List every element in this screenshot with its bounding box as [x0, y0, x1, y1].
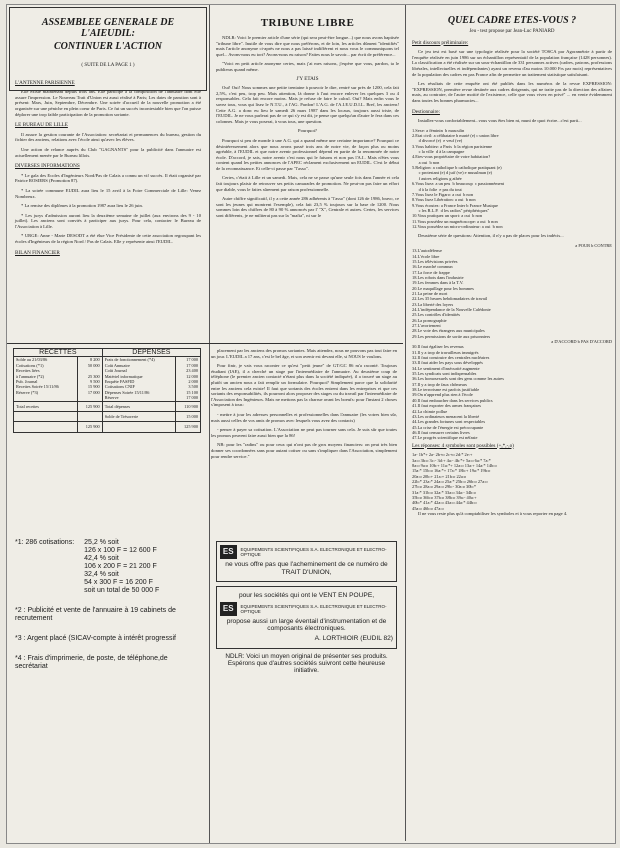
tribune-intro [216, 35, 399, 73]
section-heading: BILAN FINANCIER [15, 249, 60, 256]
section-heading: LE BUREAU DE LILLE [15, 122, 68, 129]
question-item: 45.La crise de l'énergie est préoccupante [412, 424, 484, 430]
question-item: 47.Le progrès scientifique est néfaste [412, 435, 478, 441]
tribune-body [216, 85, 399, 218]
cotisation-line: 106 x 200 F = 21 200 F [84, 563, 157, 570]
question-item: 15.Les télévisions privées [412, 258, 458, 264]
question-item: 35.Les syndicats sont indispensables [412, 371, 477, 377]
answer-line: 22b:* 23a:* 24a:o 25a:* 25b:o 26b:o 27a:o [412, 478, 488, 484]
question-item: 3.Vous habitez: a Paris b la région parisienne [412, 143, 493, 149]
question-item: 24.L'indépendance de la Nouvelle Calédonie [412, 306, 491, 312]
ndlr-note: NDLR: Voici un moyen original de présenter ses produits. Espérons que d'autres sociétés suivront cette heureuse initiative. [225, 652, 388, 675]
paragraph: NDLR: Voici le premier article d'une série (qui sera peut-être longue...) que nous avons baptisée "tribune libre". Inutile de vous dire que nous préférons, et de loin, les articles dûment "identifiés" mais l'article anonyme ci-après ne nous a pas laissé indifférent et nous vous le communiquons tel quel... Avons-nous eu tort? Avons-nous eu raison? Faites nous le savoir... par écrit de préférence... [216, 35, 399, 57]
question-item: c les R.L.P. d les radios" périphériques" [412, 207, 490, 213]
depenses-header: DEPENSES [102, 349, 200, 357]
newsletter-page [6, 4, 616, 844]
jyetais-heading: J'Y ETAIS [296, 75, 319, 82]
question-item: 16.Le marché commun [412, 264, 453, 270]
depense-value: 17 000 [175, 363, 200, 368]
paragraph: Pour finir, je vais vous raconter ce qu'est "petit jeune" de GT/GC 86 m'a raconté. Toujours étudiant (IAE), il a cherché un stage par l'intermédiaire de l'annuaire. Au deuxième coup de téléphone (le premier ancien contacté n'étant plus dans la société indiquée), il a trouvé un stage au plutôt un ancien nous a fait remplir un formulaire. Pourquoi? Simplement parce que la solidarité entre les anciens cela existe! Il faut que sortants des écoles entrent dans les entreprises et que ces sortants des responsabilités, ils pourront alors proposer des stages ou du travail par l'intermédiaire de l'Association des Ingénieurs. Mais ne mettons pas la charrue avant les boeufs: pour l'instant 2 choses s'imposent à tous: [211, 363, 397, 408]
question-item: 12.Vous possédez un micro-ordinateur: a oui b non [412, 223, 503, 229]
question-item: 36.Les homosexuels sont des gens comme les autres [412, 376, 504, 382]
question-item: 5.Religion: a catholique b catholique pratiquant (e) [412, 165, 502, 171]
question-item: 41.Il faut exporter des armes françaises [412, 403, 482, 409]
question-item: 28.Le vote des étrangers aux municipales [412, 328, 485, 334]
question-list-2 [412, 248, 612, 440]
total-label [14, 412, 78, 422]
recette-value: 9 500 [77, 379, 102, 384]
total-label [102, 422, 175, 432]
cotisation-line: 126 x 100 F = 12 600 F [84, 547, 157, 554]
column-quel-cadre [405, 5, 616, 841]
footnotes [15, 607, 199, 671]
assemblee-subtitle: CONTINUER L'ACTION [53, 41, 163, 52]
answers-footer: Il ne vous reste plus qu'à comptabiliser les symboles et à vous reporter en page 4. [418, 510, 568, 516]
answer-line: 1a- 1b*+ 2a- 2b+o 2c+o 2d:* 2e:+ [412, 452, 473, 458]
depense-label: Réserve [102, 395, 175, 401]
prelim-heading: Petit discours préliminaire: [412, 39, 469, 46]
suite-note: ( SUITE DE LA PAGE 1 ) [81, 63, 135, 68]
paragraph: NB: pour les "radins" ou pour ceux qui n'ont pas de gros moyens financiers: on peut très bien donner ses coordonnées sans pour autant cotiser ou sans s'impliquer dans l'Association, simplement pour rendre service." [211, 442, 397, 459]
question-item: 22.Les 35 heures hebdomadaires de travail [412, 296, 488, 302]
answer-line: 15a:* 15b:o 16a:*+ 17a:* 18b:+ 19a:* 19b:o [412, 468, 491, 474]
question-item: 29.Les permissions de sortie aux prisonniers [412, 333, 491, 339]
advert-2 [216, 586, 397, 648]
ad2-text: propose aussi un large éventail d'instrumentation et de composants électroniques. [226, 617, 387, 633]
question-item: 42.La chimie pollue [412, 408, 448, 414]
total-value: 15 000 [175, 412, 200, 422]
question-item: 34.Le sentiment d'insécurité augmente [412, 365, 480, 371]
depense-label: Enquête FASFID [102, 379, 175, 384]
depense-value: 2 000 [175, 379, 200, 384]
series2-header: a POUR b CONTRE [575, 242, 612, 248]
paragraph: Il assure la gestion courante de l'Association: secrétariat et permanences du bureau, gestion du fichier des anciens, relations avec l'école ainsi qu'avec les élèves. [15, 131, 201, 143]
bilan-rows [14, 357, 201, 432]
depense-value: 17 000 [175, 357, 200, 363]
bilan-total-row [14, 422, 201, 432]
tribune-ads [209, 533, 403, 844]
cotisations-label: *1: 286 cotisations: [15, 539, 75, 546]
answer-line: 20a:o 20b:+ 21a:+ 21b:o 22a:o [412, 473, 467, 479]
tribune-continued [211, 348, 397, 463]
question-item: 38.Le terrorisme est parfois justifiable [412, 387, 480, 393]
paragraph: Certes, c'était à Lille et un samedi. Mais, cela ne se passe qu'une seule fois dans l'année et cela fait toujours plaisir de retrouver ses petits camarades de promotion. Ne peut-on pas faire un effort que diable, vous le faites sûrement par raison professionnelle. [216, 175, 399, 192]
ad2-line1: pour les sociétés qui ont le VENT EN POUPE, [238, 592, 375, 600]
question-item: 32.Il faut construire des centrales nucléaires [412, 355, 490, 361]
question-item: 26.La pornographie [412, 317, 447, 323]
recette-value: 50 000 [77, 363, 102, 368]
prelim-paras [412, 49, 612, 103]
footnote: *3 : Argent placé (SICAV-compte à intérêt progressif [15, 635, 176, 642]
depense-label: Coût Annuaire [102, 363, 175, 368]
answer-line: 35b:o 36b:o 37b:o 38b:o 39a:- 40a:+ [412, 494, 477, 500]
question-item: 25.Les contrôles d'identités [412, 312, 460, 318]
question-item: 17.La force de frappe [412, 269, 450, 275]
paragraph: * La remise des diplômes à la promotion 1987 aura lieu le 26 juin. [21, 203, 143, 209]
paragraph: - penser à payer sa cotisation. L'Association ne peut pas tourner sans cela. Je suis sûr que toutes les promos peuvent faire aussi bien que la 86! [211, 427, 397, 438]
recettes-header: RECETTES [14, 349, 103, 357]
paragraph: * La soirée commune EUDIL aura lieu le 15 avril à la Foire Commerciale de Lille: Venez Nombreux. [15, 187, 201, 199]
question-item: 11.Vous possédez un magnétoscope: a oui b non [412, 218, 498, 224]
assemblee-title: ASSEMBLEE GENERALE DE L'AIEUDIL: [41, 17, 175, 39]
answer-line: 45a:o 46b:o 47a:o [412, 505, 444, 511]
answer-line: 31a:* 31b:o 32a:* 33a:o 34a:- 34b:o [412, 489, 476, 495]
question-item: c la ville d à la campagne [412, 149, 465, 155]
quel-cadre-title: QUEL CADRE ETES-VOUS ? [447, 15, 577, 26]
footnote: *2 : Publicité et vente de l'annuaire à 19 cabinets de recrutement [15, 607, 176, 622]
recette-label: Pub. Journal [14, 379, 78, 384]
questionnaire-heading: Destionnaire: [412, 108, 440, 115]
total-value: 125 900 [77, 401, 102, 411]
question-item: 18.Les robots dans l'industrie [412, 274, 464, 280]
paragraph: * Le gala des Ecoles d'Ingénieurs Nord/Pas de Calais a connu un vif succès. Il était organisé par Patrice ROSIERS (Promotion 87). [15, 172, 201, 184]
question-item: 19.Les femmes dans à la T.V. [412, 280, 464, 286]
paragraph: * URGE: Anne - Marie DESODT a été élue Vice Présidente de cette association regroupant les écoles d'Ingénieurs de la région Nord / Pas de Calais. Elle y représente ainsi l'EUDIL. [15, 233, 201, 245]
question-item: 44.Les grandes fortunes sont respectables [412, 419, 486, 425]
question-item: 20.Le maquillage pour les hommes [412, 285, 474, 291]
question-item: 31.Il y a trop de travailleurs immigrés [412, 349, 479, 355]
paragraph: Ce jeu test est basé sur une typologie réalisée pour la société TOSCA par Agoramétrie à partir de l'enquête réalisée en juin 1986 sur un échantillon représentatif de la population française (1428 personnes). La classification a été réalisée sur un sous-échantillon de 331 personnes actives (cadres, patrons, professions libérales, intellectuelles et indépendantes) ayant un revenu d'au moins 10.000 Frs par mois) représentatives de la population des cadres en pas France afin de permettre un traitement statistique satisfaisant. [412, 49, 612, 77]
ad1-text: ne vous offre pas que l'acheminement de ce numéro de TRAIT D'UNION, [225, 561, 388, 576]
question-item: 6.Vous lisez: a un peu b beaucoup c passionnément [412, 181, 504, 187]
total-value: 110 900 [175, 401, 200, 411]
bilan-total-row [14, 401, 201, 411]
depense-value: 23 400 [175, 368, 200, 373]
paragraph: Les résultats de cette enquête ont été publiés dans les numéros de la revue EXPRESSION: "EXPRESSION, première revue destinée aux cadres dirigeants, qui ne traite pas de la direction des affaires mais, au contraire, de l'autre moitié de l'existence, celle que vous vivez en privé" ... en vente évidemment dans toutes les bonnes pharmacies... [412, 81, 612, 103]
paragraph: Autre chiffre significatif, il y a cette année 286 adhérents à "l'asso" (dont 126 de 1986, bravo, ce sont les jeunes qui montrent l'exemple), cela fait 23,5 % toujours sur la base de 1200. Nous sommes loin des chiffres de 80 à 90 % annoncés par l' "X", Centrale et autres. Certes, les services sont différents, je ne militerai pas sur la "mafia", ni sur le [216, 196, 399, 219]
section-heading: L'ANTENNE PARISIENNE [15, 79, 75, 86]
question-item: d à la folie e pas du tout [412, 186, 462, 192]
cotisation-line: 42,4 % soit [84, 555, 119, 562]
cotisation-line: 32,4 % soit [84, 571, 119, 578]
question-item: 21.La peine de mort [412, 290, 448, 296]
total-value: 125 900 [175, 422, 200, 432]
recette-value: 8 200 [77, 357, 102, 363]
bilan-table [13, 348, 201, 433]
question-item: 14.L'école libre [412, 253, 440, 259]
recette-value: 25 300 [77, 374, 102, 379]
series2-intro: Deuxième série de questions: Attention, il n'y a pas de places pour les indécis... [418, 233, 564, 239]
question-item: 33.Il faut aider les pays sous développés [412, 360, 483, 366]
ad1-brand: EQUIPEMENTS SCIENTIFIQUES S.A. ELECTRONIQUE ET ELECTRO-OPTIQUE [240, 547, 387, 557]
total-label: Total dépenses [102, 401, 175, 411]
title-frame [9, 7, 207, 91]
recette-label: à l'annuaire (*2) [14, 374, 78, 379]
es-logo-icon: ES [220, 602, 237, 616]
recette-label: Recettes liées [14, 368, 78, 373]
recette-label: Réserve (*3) [14, 390, 78, 395]
bilan-total-row [14, 412, 201, 422]
cotisations-notes [7, 533, 207, 844]
answers-list [412, 452, 612, 511]
answers-heading: Les réponses: 4 symboles sont possibles (+,*,-,o) [412, 442, 514, 449]
recette-label: Cotisations (*1) [14, 363, 78, 368]
paragraph: placement par les anciens des promos sortantes. Mais attendez, nous ne pouvons pas tout faire en un jour. L'EUDIL a 17 ans, c'est le bel âge, et son avenir est devant elle, si NOUS le voulons. [211, 348, 397, 359]
bilan-financier-band [7, 343, 403, 534]
paragraph: "Voici en petit article anonyme certes, mais j'ai mes raisons, j'espère que vous, pardon, ta le publieras quand même. [216, 61, 399, 72]
depense-label: Coût Journal [102, 368, 175, 373]
advert-1 [216, 541, 397, 582]
assemblee-sections [15, 81, 201, 257]
question-item: 43.Les ordinateurs menacent la liberté [412, 413, 480, 419]
question-item: c protestant (e) d juif (ve) e musulman (e) [412, 170, 492, 176]
question-item: 40.Il faut embaucher dans les services publics [412, 397, 493, 403]
question-item: 2.Etat civil: a célibataire b marié (e) c union libre [412, 133, 499, 139]
question-item: f autres religions g athée [412, 175, 462, 181]
questionnaire-intro: Installez-vous confortablement...vous vous êtes bien nt, muni de quoi écrire...c'est parti... [418, 118, 582, 124]
depense-value: 15 100 [175, 390, 200, 395]
question-item: a oui b non [412, 159, 440, 165]
paragraph: Oui! Oui! Nous sommes une petite trentaine à pouvoir le dire, rentré sur près de 1200, cela fait 2,5%, c'est peu, trop peu. Mais attention, là donne à l'aut encore enlever les quelques 3 ou 4 responsables. Cela fait encore moins. Mais je refuse de faire le calcul. Oui? Mais enfin vous le savez tous, vous qui lisez le N.T.U., à l'AG. Pardon! L'A.G. de l'A.I.E.U.D.I.L. Bref, les anciens! Cette A.G. a donc eu lieu le samedi 26 mars 1987 dans les locaux, toujours aussi triste, de l'EUDIL. Je ne vous parlerai pas de ce qui s'y est dit, je pense que quelqu'un d'autre le fera dans ces colonnes. Mais je vous poserai, à vous tous, une question. [216, 85, 399, 124]
depense-label: Cotisations CNIF [102, 384, 175, 389]
question-item: 39.On n'apprend plus rien à l'école [412, 392, 473, 398]
depense-label: Frais de fonctionnement (*4) [102, 357, 175, 363]
series2-mid-header: a D'ACCORD b PAS D'ACCORD [551, 339, 612, 345]
paragraph: Pourquoi si peu de monde à une A.G. qui a quand même une certaine importance? Pourquoi ce désintéressement alors que nous avons passé trois ans de notre vie, de façon plus ou moins agréable, à l'EUDIL et que notre avenir professionnel dépend en partie de la renommée de notre école. D'accord, je sais, notre avenir c'est nous qui le faisons et non pas l'A.I.. Mais n'êtes vous content quand les petites annonces de l'APEC réclament exclusivement un EUDIL. C'est le début de la reconnaissance. Et celle-ci passe par "l'asso". [216, 137, 399, 171]
question-item: 30.Il faut égaliser les revenus [412, 344, 464, 350]
question-item: 9.Vous écoutez: a France Inter b France Musique [412, 202, 498, 208]
paragraph: - mettre à jour les adresses personnelles et professionnelles dans l'annuaire (les votres bien sûr, mais aussi celles de vos amis de promos avec lesquels vous avez des contacts) [211, 411, 397, 423]
depense-label: Matériel informatique [102, 374, 175, 379]
total-value [77, 412, 102, 422]
question-item: 46.Il faut censurer certains livres [412, 429, 470, 435]
cotisation-line: 25,2 % soit [84, 539, 119, 546]
jeu-test-byline: Jeu - test propose par Jean-Luc PANIARD [469, 29, 555, 34]
cotisations-breakdown [84, 539, 159, 595]
recette-value: 15 900 [77, 384, 102, 389]
recette-value: 17 000 [77, 390, 102, 395]
answer-line: 40b:* 41a:* 42a:o 43a:o 44a:* 44b:o [412, 500, 477, 506]
question-item: 23.La liberté des loyers [412, 301, 454, 307]
recette-label: Solde au 21/03/86 [14, 357, 78, 363]
es-logo-icon: ES [220, 545, 237, 559]
total-label [14, 422, 78, 432]
question-item: 10.Vous pratiquez un sport: a oui b non [412, 213, 483, 219]
total-label: Total recettes [14, 401, 78, 411]
question-item: 8.Vous lisez Libération: a oui b non [412, 197, 476, 203]
answer-line: 27b:o 28a:o 29a:o 29b:- 30a:o 30b:* [412, 484, 477, 490]
ad2-brand: EQUIPEMENTS SCIENTIFIQUES S.A. ELECTRONIQUE ET ELECTRO-OPTIQUE [240, 603, 387, 614]
recette-label: Recettes Soirée 15/11/86 [14, 384, 78, 389]
depense-value: 3 500 [175, 384, 200, 389]
question-item: 27.L'avortement [412, 323, 441, 328]
paragraph: Pourquoi? [298, 128, 317, 134]
total-label: Solde de Trésorerie [102, 412, 175, 422]
paragraph: Elle existe maintenant depuis trois ans. Elle participe à la composition de l'annuaire dont elle assure l'impression. Le Nouveau Trait d'Union est aussi réalisé à Paris; Les dates de parution sont à présent: Mars, Juin, Septembre, Décembre. Une soirée d'accueil de la nouvelle promotion a été organisée sur une péniche en plein coeur de Paris. Ce fut un succès incontestable bien que l'on puisse déplorer une trop faible participation de la promotion sortante. [15, 89, 201, 117]
question-item: 1.Sexe: a féminin b masculin [412, 127, 465, 133]
depense-value: 12 000 [175, 374, 200, 379]
footnote: *4 : Frais d'imprimerie, de poste, de téléphone,de secrétariat [15, 655, 168, 670]
paragraph: * Les jurys d'admission auront lieu la deuxième semaine de juillet (aux environs des 9 - 10 juillet). Les anciens sont conviés à participer aux jurys. Pour cela, contacter le Bureau de l'Association à Lille. [15, 212, 201, 229]
total-value: 125 900 [77, 422, 102, 432]
cotisation-line: soit un total de 50 000 F [84, 587, 160, 594]
question-item: 7.Vous lisez le Figaro: a oui b non [412, 191, 474, 197]
tribune-title: TRIBUNE LIBRE [260, 17, 355, 29]
question-item: 37.Il y a trop de faux chômeurs [412, 381, 467, 387]
paragraph: Une action de relance auprès du Club "GAGNANTS" pour la publicité dans l'annuaire est actuellement menée par le Bureau lillois. [15, 146, 201, 158]
answer-line: 3a:o 3b:o 3c:- 3d:+ 4a:- 4b:*+ 5a:o 6a:* 7a:* [412, 457, 491, 463]
question-item: 13.L'autodéfense [412, 248, 442, 254]
cotisation-line: 54 x 300 F = 16 200 F [84, 579, 153, 586]
answer-line: 8a:o 9a:o 10b:+ 11a:*+ 12a:o 13a:+ 14a:* 14b:o [412, 462, 497, 468]
question-list-1 [412, 128, 612, 230]
depense-label: Dépenses Soirée 15/11/86 [102, 390, 175, 395]
section-heading: DIVERSES INFORMATIONS [15, 163, 80, 170]
column-assemblee [7, 5, 207, 343]
question-item: d divorcé (e) e veuf (ve) [412, 138, 463, 144]
question-item: 4.Etes-vous propriétaire de votre habitation? [412, 154, 491, 160]
depense-value: 17 000 [175, 395, 200, 401]
ad2-signature: A. LORTHIOIR (EUDIL 82) [314, 634, 393, 642]
